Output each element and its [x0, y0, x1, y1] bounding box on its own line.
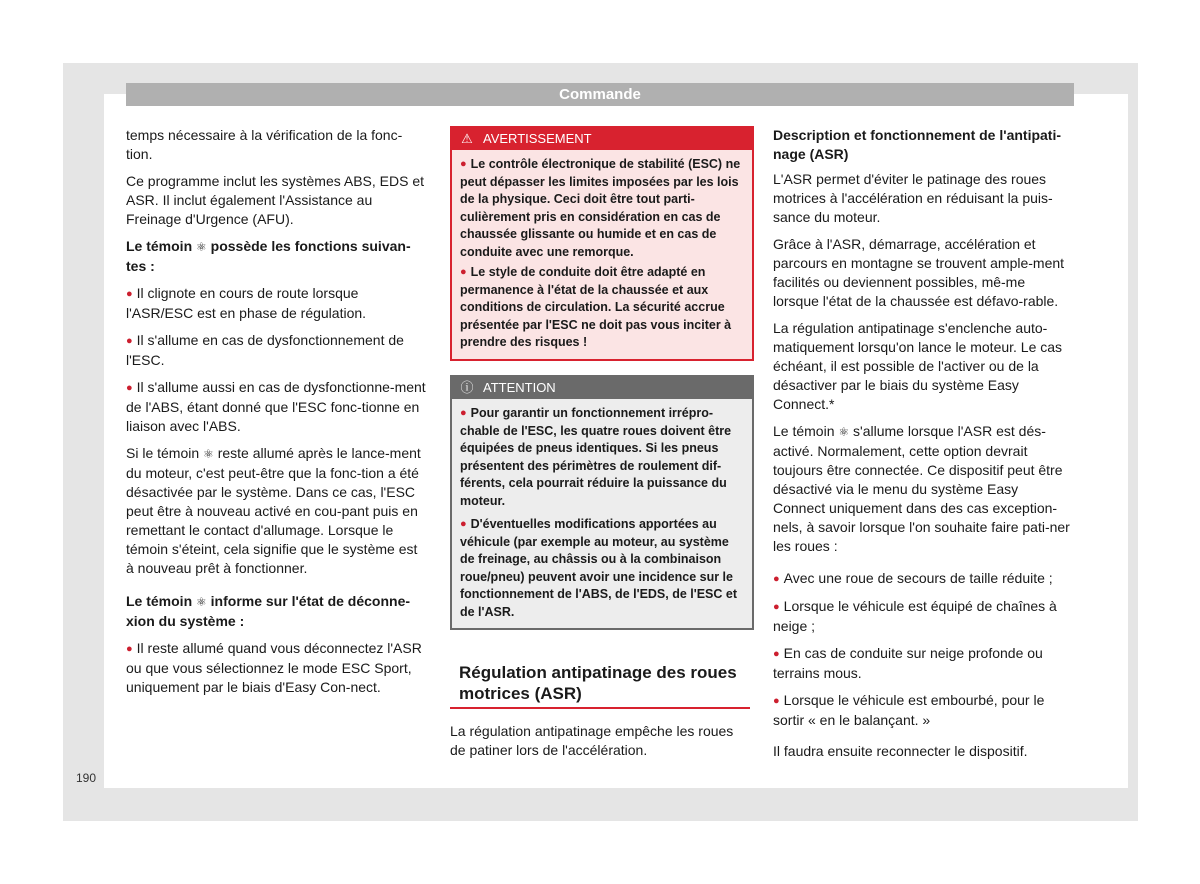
exclamation-circle-icon: ⓘ	[460, 380, 474, 395]
paragraph: La régulation antipatinage s'enclenche auto-matiquement lorsqu'on lance le moteur. Le cas échéant, il est possible de l'activer ou de la désactiver par le biais du système Easy Connect.*	[773, 320, 1063, 412]
esc-warning-lamp-icon: ⚛	[203, 447, 214, 461]
subheading-esc-off-lamp	[126, 592, 426, 631]
paragraph: Il faudra ensuite reconnecter le dispositif.	[773, 743, 1028, 759]
paragraph: Ce programme inclut les systèmes ABS, EDS et ASR. Il inclut également l'Assistance au Freinage d'Urgence (AFU).	[126, 173, 424, 227]
subheading-esc-lamp-functions	[126, 237, 426, 276]
paragraph: L'ASR permet d'éviter le patinage des roues motrices à l'accélération en réduisant la puis-sance du moteur.	[773, 171, 1053, 225]
page-number: 190	[76, 771, 97, 785]
warning-box	[450, 126, 754, 361]
list-item: ● Le contrôle électronique de stabilité (ESC) ne peut dépasser les limites imposées par les lois de la physique. Ceci doit être tout parti-culièrement pris en considération en cas de chaussée glissante ou humide et en cas de conduite avec une remorque.	[460, 156, 744, 261]
list-item: ● Avec une roue de secours de taille réduite ;	[773, 569, 1074, 589]
paragraph-text: Le témoin	[773, 423, 835, 439]
list-item: ● Le style de conduite doit être adapté en permanence à l'état de la chaussée et aux conditions de circulation. La sécurité accrue présentée par l'ESC ne doit pas vous inciter à prendre des risques !	[460, 264, 744, 352]
warning-box-header	[450, 126, 754, 150]
attention-box-header	[450, 375, 754, 399]
attention-title: ATTENTION	[483, 380, 556, 395]
paragraph-text: reste allumé après le lance-ment du moteur, c'est peut-être que la fonc-tion a été désactivée par le système. Dans ce cas, l'ESC peut être à nouveau activé en cou-pant puis en remettant le contact d'allumage. Lorsque le témoin s'éteint, cela signifie que le système est à nouveau prêt à fonctionner.	[126, 445, 421, 576]
subheading-asr-description: Description et fonctionnement de l'antipati-nage (ASR)	[773, 127, 1062, 162]
paragraph: Grâce à l'ASR, démarrage, accélération et parcours en montagne se trouvent ample-ment facilités ou deviennent possibles, mê-me lorsque l'état de la chaussée est défavo-rable.	[773, 236, 1065, 309]
list-item: ● Pour garantir un fonctionnement irrépro-chable de l'ESC, les quatre roues doivent être équipées de pneus identiques. Si les pneus présentent des périmètres de roulement dif-férents, cela pourrait réduire la puissance du moteur.	[460, 405, 744, 510]
list-item: ● Il s'allume aussi en cas de dysfonctionne-ment de l'ABS, étant donné que l'ESC fonc-tionne en liaison avec l'ABS.	[126, 378, 426, 436]
list-item: ● En cas de conduite sur neige profonde ou terrains mous.	[773, 644, 1074, 683]
paragraph	[126, 444, 426, 578]
paragraph-text: s'allume lorsque l'ASR est dés-activé. Normalement, cette option devrait toujours être connectée. Ce dispositif peut être désactivé via le menu du système Easy Connect uniquement dans des cas exception-nels, à savoir lorsque l'on souhaite faire pati-ner les roues :	[773, 423, 1070, 554]
subheading-text: Le témoin	[126, 238, 193, 254]
column-left	[126, 126, 426, 705]
attention-box-body	[452, 399, 752, 628]
list-item: ● Il s'allume en cas de dysfonctionnement de l'ESC.	[126, 331, 426, 370]
esc-warning-lamp-icon: ⚛	[196, 240, 207, 254]
subheading-text: possède les fonctions suivan-tes :	[126, 238, 411, 274]
list-item: ● D'éventuelles modifications apportées au véhicule (par exemple au moteur, au système de freinage, au châssis ou à la combinaison roue/pneu) peuvent avoir une incidence sur le fonctionnement de l'ABS, de l'EDS, de l'ESC et de l'ASR.	[460, 516, 744, 621]
list-item: ● Il reste allumé quand vous déconnectez l'ASR ou que vous sélectionnez le mode ESC Sport, uniquement par le biais d'Easy Con-nect.	[126, 639, 426, 697]
section-title: Régulation antipatinage des roues motrices (ASR)	[459, 663, 737, 703]
list-item: ● Il clignote en cours de route lorsque l'ASR/ESC est en phase de régulation.	[126, 284, 426, 323]
warning-triangle-icon: ⚠	[461, 131, 473, 146]
warning-title: AVERTISSEMENT	[483, 131, 592, 146]
section-text: La régulation antipatinage empêche les roues de patiner lors de l'accélération.	[450, 723, 734, 758]
attention-box	[450, 375, 754, 630]
paragraph-text: Si le témoin	[126, 445, 200, 461]
warning-box-body	[452, 150, 752, 359]
esc-off-lamp-icon: ⚛	[196, 595, 207, 609]
paragraph: temps nécessaire à la vérification de la fonc-tion.	[126, 127, 403, 162]
section-divider	[450, 707, 750, 709]
esc-off-lamp-icon: ⚛	[838, 425, 850, 439]
list-item: ● Lorsque le véhicule est équipé de chaînes à neige ;	[773, 597, 1074, 636]
page-header: Commande	[126, 83, 1074, 106]
subheading-text: informe sur l'état de déconne-xion du système :	[126, 593, 411, 629]
column-right	[773, 126, 1074, 769]
paragraph	[773, 422, 1074, 556]
list-item: ● Lorsque le véhicule est embourbé, pour le sortir « en le balançant. »	[773, 691, 1074, 730]
subheading-text: Le témoin	[126, 593, 193, 609]
